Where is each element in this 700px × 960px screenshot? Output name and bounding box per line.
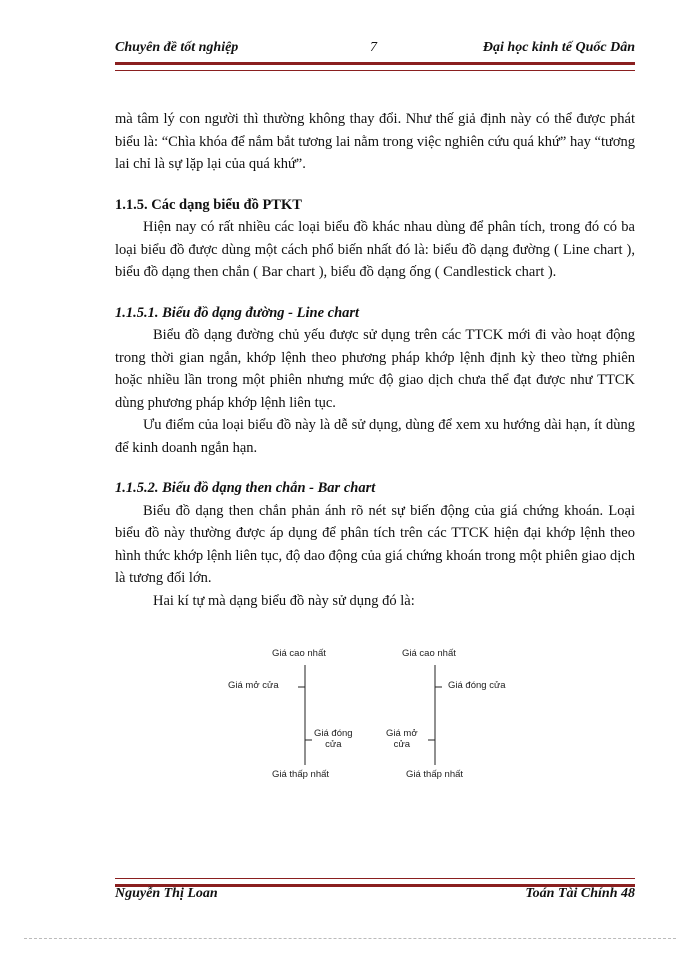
bar-chart-symbol-diagram bbox=[210, 645, 510, 785]
page-footer bbox=[115, 886, 635, 906]
right-open-label-line1: Giá mở bbox=[386, 728, 418, 739]
right-high-label: Giá cao nhất bbox=[402, 648, 456, 659]
left-low-label: Giá thấp nhất bbox=[272, 769, 330, 780]
left-open-label: Giá mở cửa bbox=[228, 680, 279, 691]
paragraph-2: Hiện nay có rất nhiều các loại biểu đồ khác nhau dùng để phân tích, trong đó có ba loại biểu đồ được dùng một cách phổ biến nhất đó là: biểu đồ dạng đường ( Line chart ), biểu đồ dạng then chắn ( Bar chart ), biểu đồ dạng ống ( Candlestick chart ). bbox=[115, 219, 635, 280]
page-header bbox=[115, 40, 635, 60]
page-body bbox=[115, 108, 635, 612]
paragraph-5: Biểu đồ dạng then chắn phản ánh rõ nét sự biến động của giá chứng khoán. Loại biểu đồ này thường được áp dụng để phân tích trên các TTCK hiện đại khớp lệnh theo hình thức khớp lệnh liên tục, độ dao động của giá chứng khoán trong một phiên giao dịch là tương đối lớn. bbox=[115, 502, 635, 586]
left-close-label bbox=[314, 728, 353, 750]
paragraph-6: Hai kí tự mà dạng biểu đồ này sử dụng đó là: bbox=[153, 592, 415, 609]
section-heading-1-1-5-1: 1.1.5.1. Biểu đồ dạng đường - Line chart bbox=[115, 304, 360, 321]
header-institution: Đại học kinh tế Quốc Dân bbox=[482, 40, 635, 55]
paragraph-1: mà tâm lý con người thì thường không thay đổi. Như thế giả định này có thể được phát biểu là: “Chìa khóa để nắm bắt tương lai nằm trong việc nghiên cứu quá khứ” hay “tương lai chỉ là sự lặp lại của quá khứ”. bbox=[115, 111, 635, 172]
left-close-label-line1: Giá đóng bbox=[314, 728, 353, 739]
page-break-line bbox=[24, 938, 676, 939]
left-high-label: Giá cao nhất bbox=[272, 648, 326, 659]
footer-author: Nguyễn Thị Loan bbox=[115, 886, 218, 901]
header-rule bbox=[115, 62, 635, 71]
right-open-label-line2: cửa bbox=[393, 739, 410, 750]
diagram-lines bbox=[210, 645, 510, 785]
footer-course: Toán Tài Chính 48 bbox=[525, 886, 635, 901]
left-close-label-line2: cửa bbox=[325, 739, 342, 750]
right-low-label: Giá thấp nhất bbox=[406, 769, 464, 780]
paragraph-3: Biểu đồ dạng đường chủ yếu được sử dụng trên các TTCK mới đi vào hoạt động trong thời gian ngắn, khớp lệnh theo phương pháp khớp lệnh định kỳ theo từng phiên hoặc nhiều lần trong một phiên nhưng mức độ giao dịch chưa thể đạt được như TTCK dùng phương pháp khớp lệnh liên tục. bbox=[115, 327, 635, 411]
right-close-label: Giá đóng cửa bbox=[448, 680, 506, 691]
paragraph-4: Ưu điểm của loại biểu đồ này là dễ sử dụng, dùng để xem xu hướng dài hạn, ít dùng để kinh doanh ngắn hạn. bbox=[115, 417, 635, 456]
section-heading-1-1-5-2: 1.1.5.2. Biểu đồ dạng then chắn - Bar chart bbox=[115, 480, 376, 496]
header-title: Chuyên đề tốt nghiệp bbox=[115, 40, 239, 55]
header-page-number: 7 bbox=[370, 40, 377, 55]
section-heading-1-1-5: 1.1.5. Các dạng biểu đồ PTKT bbox=[115, 196, 302, 213]
right-open-label bbox=[386, 728, 418, 750]
